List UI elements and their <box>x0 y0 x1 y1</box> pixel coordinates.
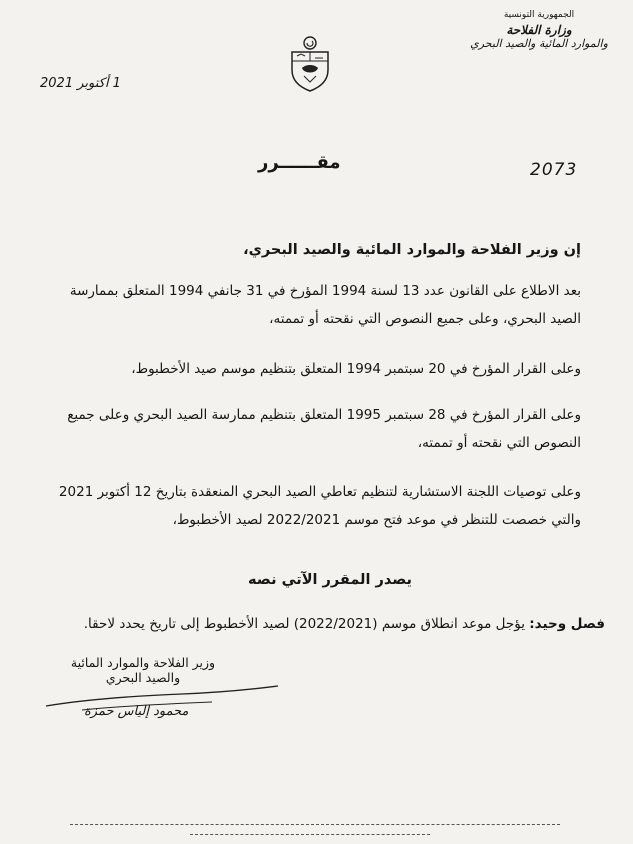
preamble-paragraph: وعلى القرار المؤرخ في 20 سبتمبر 1994 المتعلق بتنظيم موسم صيد الأخطبوط، <box>131 361 581 377</box>
signatory-title-line1: وزير الفلاحة والموارد المائية <box>70 655 216 670</box>
ministry-header <box>459 10 619 50</box>
footer-divider <box>70 824 560 825</box>
document-number: 2073 <box>530 160 578 180</box>
ministry-name-line1: وزارة الفلاحة <box>506 23 572 37</box>
signatory-name: محمود إلياس حمزة <box>84 704 189 719</box>
footer-divider <box>190 834 430 835</box>
signatory-title-line2: والصيد البحري <box>105 670 181 685</box>
preamble-paragraph: وعلى القرار المؤرخ في 28 سبتمبر 1995 المتعلق بتنظيم ممارسة الصيد البحري وعلى جميع النصوص التي نقحته أو تممته، <box>67 407 581 451</box>
preamble-paragraph: بعد الاطلاع على القانون عدد 13 لسنة 1994 المؤرخ في 31 جانفي 1994 المتعلق بممارسة الصيد البحري، وعلى جميع النصوص التي نقحته أو تممته، <box>69 283 581 327</box>
decree-heading: يصدر المقرر الآتي نصه <box>248 572 412 588</box>
preamble-paragraph: وعلى توصيات اللجنة الاستشارية لتنظيم تعاطي الصيد البحري المنعقدة بتاريخ 12 أكتوبر 2021 والتي خصصت للتنظر في موعد فتح موسم 2022/2021 لصيد الأخطبوط، <box>58 484 581 528</box>
minister-intro: إن وزير الفلاحة والموارد المائية والصيد البحري، <box>243 242 581 258</box>
document-date: 1 أكتوبر 2021 <box>40 76 121 91</box>
single-article <box>45 613 605 635</box>
republic-label: الجمهورية التونسية <box>503 10 575 20</box>
coat-of-arms-icon <box>284 34 336 94</box>
document-title: مقــــــرر <box>258 152 341 173</box>
ministry-name-line2: والموارد المائية والصيد البحري <box>470 37 608 50</box>
article-label: فصل وحيد: <box>529 616 605 632</box>
article-text: يؤجل موعد انطلاق موسم (2022/2021) لصيد الأخطبوط إلى تاريخ يحدد لاحقا. <box>83 616 525 632</box>
